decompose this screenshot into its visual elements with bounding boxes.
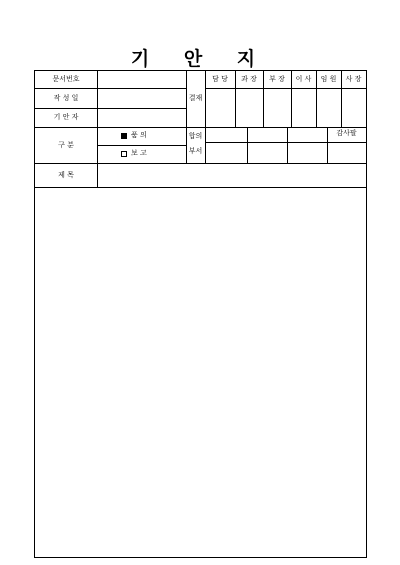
checkbox-unchecked-icon[interactable]	[121, 151, 127, 157]
row-line	[35, 108, 186, 109]
coop-col-divider	[287, 127, 288, 163]
row-line	[35, 163, 366, 164]
row-line	[35, 88, 186, 89]
approval-col-damdang: 담 당	[212, 75, 228, 83]
row-line	[97, 145, 186, 146]
coop-mid-line	[205, 142, 366, 143]
page-title: 기 안 지	[130, 48, 270, 70]
label-coop-2: 부서	[188, 147, 203, 155]
label-divider	[97, 71, 98, 187]
approval-label-divider	[205, 71, 206, 163]
approval-col-gwajang: 과 장	[241, 75, 257, 83]
option-bogo: 보 고	[131, 149, 147, 157]
approval-bottom-line	[186, 127, 366, 128]
option-pumui: 품 의	[131, 131, 147, 139]
label-author-date: 작 성 일	[53, 94, 79, 102]
approval-form	[34, 70, 367, 558]
label-coop-1: 합의	[188, 132, 203, 140]
label-approval: 결재	[188, 94, 203, 102]
checkbox-checked-icon[interactable]	[121, 133, 127, 139]
approval-col-sajang: 사 장	[345, 75, 362, 83]
approval-col-bujang: 부 장	[269, 75, 285, 83]
coop-col-divider	[247, 127, 248, 163]
label-audit: 감사팔	[336, 129, 357, 137]
label-doc-number: 문서번호	[52, 75, 80, 83]
body-content-area[interactable]	[35, 188, 366, 557]
approval-col-imwon: 임 원	[320, 75, 337, 83]
approval-col-isa: 이 사	[295, 75, 312, 83]
label-subject: 제 목	[58, 171, 74, 179]
row-line	[35, 127, 186, 128]
label-drafter: 기 안 자	[53, 113, 79, 121]
label-category: 구 분	[58, 141, 74, 149]
